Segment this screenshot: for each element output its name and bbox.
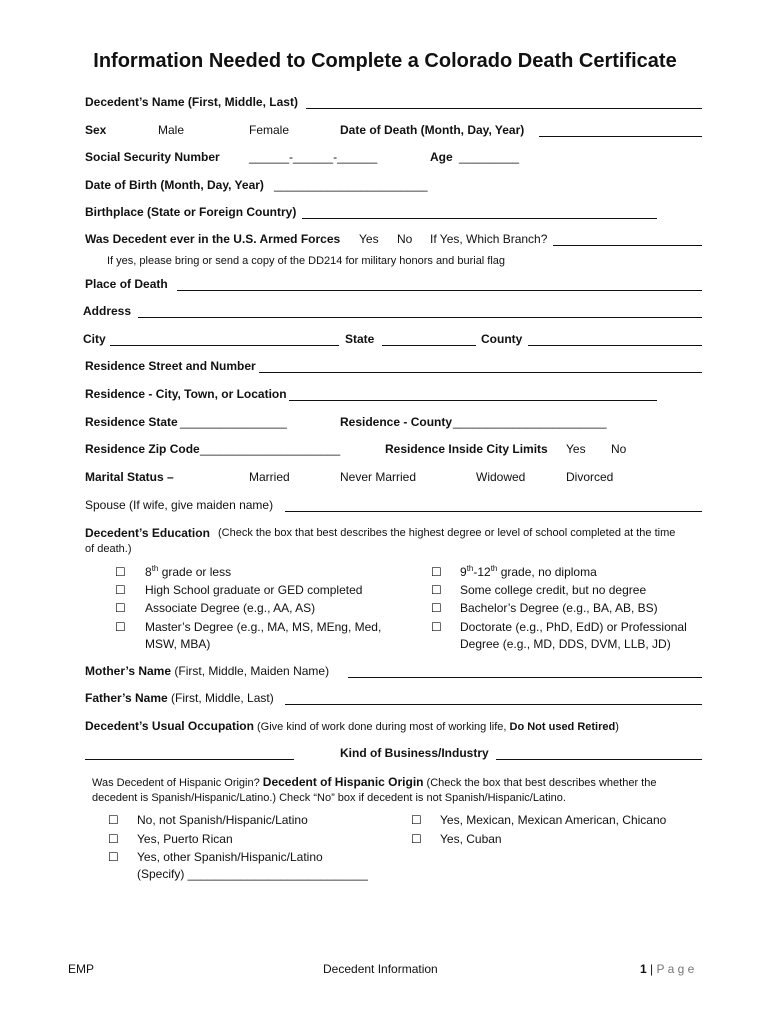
edu-12-sup: th	[490, 564, 498, 573]
education-note: (Check the box that best describes the highest degree or level of school completed at the time	[218, 527, 676, 539]
branch-field[interactable]	[553, 245, 702, 246]
education-note-cont: of death.)	[85, 543, 132, 555]
ssn-label: Social Security Number	[85, 150, 220, 164]
father-name-label	[85, 691, 274, 705]
edu-checkbox[interactable]: ☐	[115, 565, 126, 579]
father-name-title: Father’s Name	[85, 691, 168, 705]
footer-left: EMP	[68, 962, 95, 976]
edu-9-12-grade: 9th-12th grade, no diploma	[460, 564, 597, 579]
city-label: City	[83, 332, 106, 346]
date-of-death-label: Date of Death (Month, Day, Year)	[340, 123, 525, 137]
page-sep: |	[646, 962, 657, 976]
occupation-field[interactable]	[85, 759, 294, 760]
mother-name-note: (First, Middle, Maiden Name)	[171, 664, 330, 678]
page-number	[640, 962, 694, 976]
hispanic-no: No, not Spanish/Hispanic/Latino	[137, 813, 308, 827]
hispanic-other: Yes, other Spanish/Hispanic/Latino	[137, 850, 323, 864]
occupation-note-bold: Do Not used Retired	[509, 721, 616, 733]
edu-checkbox[interactable]: ☐	[431, 620, 442, 634]
occupation-title: Decedent’s Usual Occupation	[85, 719, 254, 733]
father-name-field[interactable]	[285, 704, 702, 705]
edu-9-sup: th	[466, 564, 474, 573]
hispanic-q-text: Was Decedent of Hispanic Origin?	[92, 777, 260, 789]
marital-divorced[interactable]: Divorced	[566, 470, 614, 484]
spouse-label: Spouse (If wife, give maiden name)	[85, 498, 274, 512]
edu-8th-text: grade or less	[158, 565, 232, 579]
edu-doctorate: Doctorate (e.g., PhD, EdD) or Professional	[460, 620, 687, 634]
marital-never-married[interactable]: Never Married	[340, 470, 417, 484]
business-label: Kind of Business/Industry	[340, 746, 489, 760]
dob-field[interactable]: _______________________	[274, 178, 428, 192]
hispanic-question	[92, 775, 656, 789]
sex-male-option[interactable]: Male	[158, 123, 185, 137]
occupation-label	[85, 719, 619, 733]
mother-name-field[interactable]	[348, 677, 702, 678]
edu-9-12-dash: -12	[473, 565, 491, 579]
age-label: Age	[430, 150, 453, 164]
address-label: Address	[83, 304, 132, 318]
hispanic-checkbox[interactable]: ☐	[108, 813, 119, 827]
county-label: County	[481, 332, 523, 346]
hispanic-specify[interactable]: (Specify) ___________________________	[137, 867, 368, 881]
residence-zip-label: Residence Zip Code	[85, 442, 200, 456]
footer-center: Decedent Information	[323, 962, 438, 976]
hispanic-checkbox[interactable]: ☐	[411, 813, 422, 827]
ssn-field[interactable]: ______-______-______	[249, 150, 378, 164]
armed-forces-no[interactable]: No	[397, 232, 413, 246]
edu-bachelor: Bachelor’s Degree (e.g., BA, AB, BS)	[460, 601, 658, 615]
hispanic-puerto-rican: Yes, Puerto Rican	[137, 832, 233, 846]
hispanic-origin-title: Decedent of Hispanic Origin	[262, 775, 424, 789]
hispanic-checkbox[interactable]: ☐	[108, 832, 119, 846]
name-field[interactable]	[306, 108, 702, 109]
hispanic-cuban: Yes, Cuban	[440, 832, 502, 846]
mother-name-title: Mother’s Name	[85, 664, 172, 678]
residence-county-label: Residence - County	[340, 415, 453, 429]
hispanic-mexican: Yes, Mexican, Mexican American, Chicano	[440, 813, 667, 827]
edu-checkbox[interactable]: ☐	[431, 601, 442, 615]
dd214-note: If yes, please bring or send a copy of the DD214 for military honors and burial flag	[107, 255, 506, 267]
edu-8th-sup: th	[151, 564, 159, 573]
date-of-death-field[interactable]	[539, 136, 702, 137]
sex-label: Sex	[85, 123, 107, 137]
birthplace-field[interactable]	[302, 218, 657, 219]
edu-masters-cont: MSW, MBA)	[145, 637, 211, 651]
occupation-note-end: )	[615, 721, 619, 733]
armed-forces-yes[interactable]: Yes	[359, 232, 379, 246]
sex-female-option[interactable]: Female	[249, 123, 290, 137]
inside-city-label: Residence Inside City Limits	[385, 442, 548, 456]
marital-married[interactable]: Married	[249, 470, 290, 484]
residence-zip-field[interactable]: _____________________	[200, 442, 341, 456]
edu-high-school: High School graduate or GED completed	[145, 583, 363, 597]
age-field[interactable]: _________	[459, 150, 520, 164]
armed-forces-label: Was Decedent ever in the U.S. Armed Forces	[85, 232, 341, 246]
business-field[interactable]	[496, 759, 702, 760]
page-title: Information Needed to Complete a Colorado Death Certificate	[93, 50, 677, 72]
state-field[interactable]	[382, 345, 476, 346]
edu-masters: Master’s Degree (e.g., MA, MS, MEng, Med,	[145, 620, 382, 634]
residence-street-label: Residence Street and Number	[85, 359, 256, 373]
edu-checkbox[interactable]: ☐	[115, 601, 126, 615]
name-label: Decedent’s Name (First, Middle, Last)	[85, 95, 298, 109]
hispanic-checkbox[interactable]: ☐	[108, 850, 119, 864]
edu-checkbox[interactable]: ☐	[115, 620, 126, 634]
page-word: P a g e	[656, 962, 695, 976]
state-label: State	[345, 332, 375, 346]
residence-city-label: Residence - City, Town, or Location	[85, 387, 287, 401]
education-label: Decedent’s Education	[85, 526, 210, 540]
father-name-note: (First, Middle, Last)	[167, 691, 274, 705]
city-field[interactable]	[110, 345, 339, 346]
place-of-death-field[interactable]	[177, 290, 702, 291]
residence-state-field[interactable]: ________________	[180, 415, 287, 429]
edu-associate: Associate Degree (e.g., AA, AS)	[145, 601, 316, 615]
dob-label: Date of Birth (Month, Day, Year)	[85, 178, 264, 192]
hispanic-checkbox[interactable]: ☐	[411, 832, 422, 846]
county-field[interactable]	[528, 345, 702, 346]
birthplace-label: Birthplace (State or Foreign Country)	[85, 205, 297, 219]
edu-9-12-text: grade, no diploma	[497, 565, 597, 579]
marital-status-label: Marital Status –	[85, 470, 174, 484]
page-num: 1	[640, 962, 647, 976]
residence-street-field[interactable]	[259, 372, 702, 373]
occupation-note: (Give kind of work done during most of working life,	[253, 721, 510, 733]
hispanic-note: (Check the box that best describes whether the	[423, 777, 657, 789]
edu-8th-grade: 8th grade or less	[145, 564, 232, 579]
hispanic-note-cont: decedent is Spanish/Hispanic/Latino.) Check “No” box if decedent is not Spanish/Hispanic/Latino.	[92, 792, 566, 804]
address-field[interactable]	[138, 317, 702, 318]
inside-city-no[interactable]: No	[611, 442, 627, 456]
edu-doctorate-cont: Degree (e.g., MD, DDS, DVM, LLB, JD)	[460, 637, 671, 651]
spouse-field[interactable]	[285, 511, 702, 512]
branch-label: If Yes, Which Branch?	[430, 232, 548, 246]
inside-city-yes[interactable]: Yes	[566, 442, 586, 456]
marital-widowed[interactable]: Widowed	[476, 470, 526, 484]
edu-some-college: Some college credit, but no degree	[460, 583, 647, 597]
residence-county-field[interactable]: _______________________	[453, 415, 607, 429]
place-of-death-label: Place of Death	[85, 277, 168, 291]
residence-state-label: Residence State	[85, 415, 178, 429]
mother-name-label	[85, 664, 329, 678]
edu-checkbox[interactable]: ☐	[431, 565, 442, 579]
residence-city-field[interactable]	[289, 400, 657, 401]
edu-checkbox[interactable]: ☐	[431, 583, 442, 597]
edu-checkbox[interactable]: ☐	[115, 583, 126, 597]
